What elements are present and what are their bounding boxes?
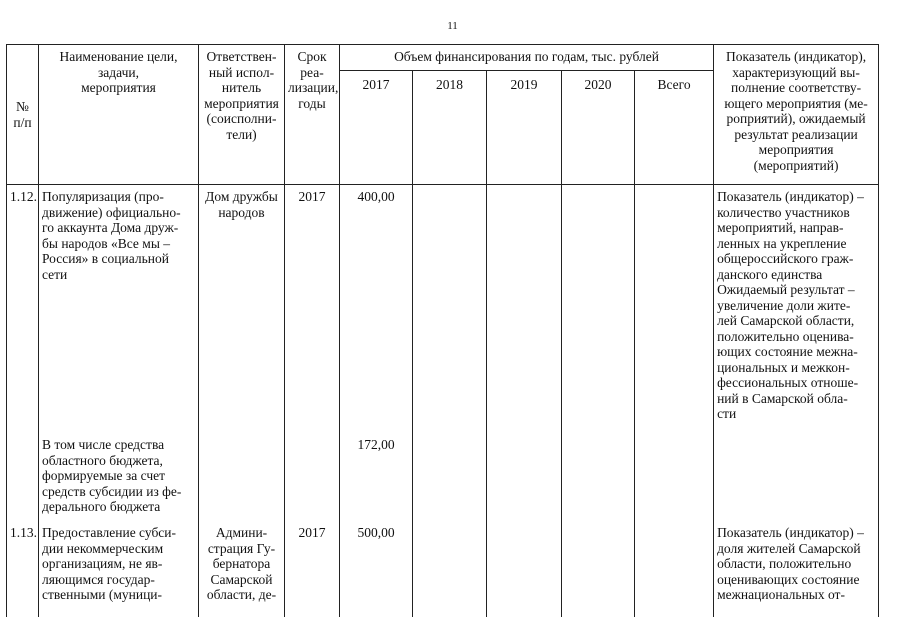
header-num: № п/п [7,45,39,185]
row-2020 [562,435,635,523]
row-name: В том числе средства областного бюджета, формируемые за счет средств субсидии из фе- дерального бюджета [39,435,199,523]
header-responsible: Ответствен- ный испол- нитель мероприятия (соисполни- тели) [199,45,285,185]
row-2017: 500,00 [340,523,413,617]
row-name: Популяризация (про- движение) официально- го аккаунта Дома друж- бы народов «Все мы – Россия» в социальной сети [39,185,199,436]
row-responsible [199,435,285,523]
row-indicator: Показатель (индикатор) – доля жителей Самарской области, положительно оценивающих состояние межнациональных от- [714,523,879,617]
row-term [285,435,340,523]
row-num: 1.13. [7,523,39,617]
row-2017: 400,00 [340,185,413,436]
header-year-2020: 2020 [562,71,635,185]
row-2020 [562,185,635,436]
row-2017: 172,00 [340,435,413,523]
program-table [6,44,879,617]
header-term: Срок реа- лизации, годы [285,45,340,185]
table-row [7,435,879,523]
row-2019 [487,185,562,436]
row-indicator [714,435,879,523]
row-indicator: Показатель (индикатор) – количество участников мероприятий, направ- ленных на укрепление общероссийского граж- данского единства Ожидаемый результат – увеличение доли жите- лей Самарской области, положительно оценива- ющих состояние межна- циональных и межкон- фессиональных отноше- ний в Самарской обла- сти [714,185,879,436]
header-total: Всего [635,71,714,185]
row-total [635,435,714,523]
header-year-2018: 2018 [413,71,487,185]
row-total [635,185,714,436]
row-2018 [413,435,487,523]
header-name: Наименование цели, задачи, мероприятия [39,45,199,185]
row-name: Предоставление субси- дии некоммерческим организациям, не яв- ляющимся государ- ственными (муници- [39,523,199,617]
header-year-2017: 2017 [340,71,413,185]
table-row [7,185,879,436]
row-num [7,435,39,523]
row-responsible: Админи- страция Гу- бернатора Самарской области, де- [199,523,285,617]
row-total [635,523,714,617]
row-term: 2017 [285,185,340,436]
row-2018 [413,523,487,617]
header-funding: Объем финансирования по годам, тыс. рублей [340,45,714,71]
row-term: 2017 [285,523,340,617]
row-2018 [413,185,487,436]
header-indicator: Показатель (индикатор), характеризующий вы- полнение соответству- ющего мероприятия (ме- роприятий), ожидаемый результат реализации мероприятия (мероприятий) [714,45,879,185]
row-2019 [487,523,562,617]
table-row [7,523,879,617]
row-2020 [562,523,635,617]
page-number: 11 [447,20,458,32]
header-year-2019: 2019 [487,71,562,185]
row-num: 1.12. [7,185,39,436]
row-2019 [487,435,562,523]
row-responsible: Дом дружбы народов [199,185,285,436]
